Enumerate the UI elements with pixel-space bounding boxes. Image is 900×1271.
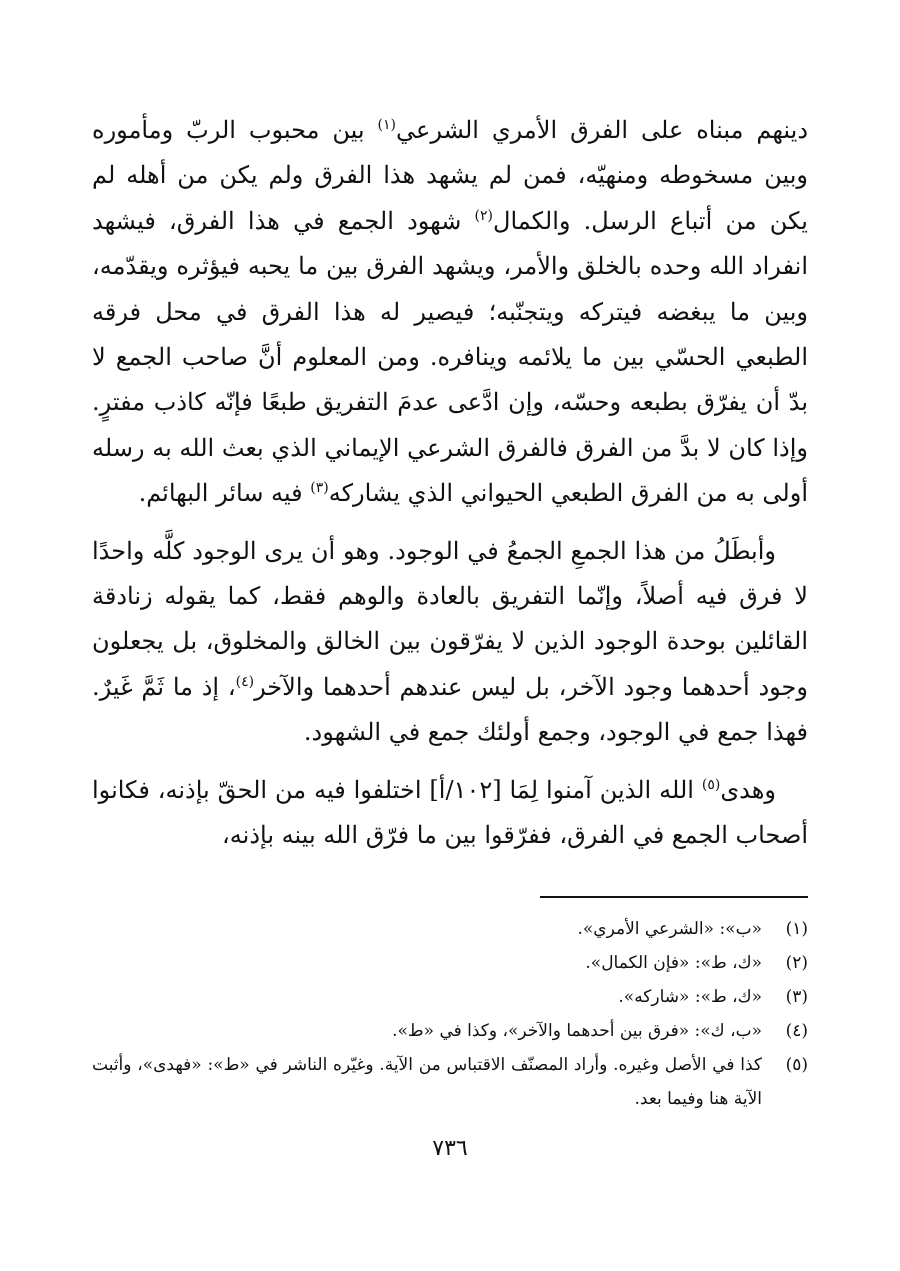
footnote-number: (٤) bbox=[785, 1021, 808, 1041]
paragraph-gap bbox=[92, 756, 808, 768]
footnote-text: «ب، ك»: «فرق بين أحدهما والآخر»، وكذا في «ط». bbox=[392, 1021, 762, 1041]
footnote-ref-2: (٢) bbox=[474, 207, 494, 224]
footnote-5 bbox=[92, 1048, 808, 1116]
footnote-2 bbox=[92, 946, 808, 980]
footnote-text: «ك، ط»: «شاركه». bbox=[618, 987, 762, 1007]
paragraph-gap bbox=[92, 517, 808, 529]
footnote-4 bbox=[92, 1014, 808, 1048]
footnotes-section bbox=[92, 912, 808, 1116]
paragraph-3 bbox=[92, 768, 808, 859]
footnote-ref-1: (١) bbox=[377, 117, 396, 133]
paragraph-1-part-3: شهود الجمع في هذا الفرق، فيشهد انفراد الله وحده بالخلق والأمر، ويشهد الفرق بين ما يحبه فيؤثره ويقدّمه، وبين ما يبغضه فيتركه ويتجنّبه؛ فيصير له هذا الفرق في محل فرقه الطبعي الحسّي بين ما يلائمه وينافره. ومن المعلوم أنَّ صاحب الجمع لا بدّ أن يفرّق بطبعه وحسّه، وإن ادَّعى عدمَ التفريق طبعًا فإنّه كاذب مفترٍ. وإذا كان لا بدَّ من الفرق فالفرق الشرعي الإيماني الذي بعث الله به رسله أولى به من الفرق الطبعي الحيواني الذي يشاركه bbox=[92, 206, 808, 508]
paragraph-1 bbox=[92, 108, 808, 517]
paragraph-1-part-2: بين محبوب الربّ ومأموره وبين مسخوطه ومنهيّه، فمن لم يشهد هذا الفرق ولم يكن من أهله لم يكن من أتباع الرسل. والكمال bbox=[92, 116, 808, 235]
footnote-number: (٣) bbox=[785, 987, 808, 1007]
paragraph-1-part-1: دينهم مبناه على الفرق الأمري الشرعي bbox=[396, 116, 809, 144]
paragraph-2-part-2: ، إذ ما ثَمَّ غَيرٌ. فهذا جمع في الوجود، وجمع أولئك جمع في الشهود. bbox=[92, 672, 808, 747]
footnote-text: «ك، ط»: «فإن الكمال». bbox=[585, 953, 762, 973]
footnote-number: (٥) bbox=[785, 1055, 808, 1075]
main-text bbox=[92, 108, 808, 859]
footnote-text: «ب»: «الشرعي الأمري». bbox=[577, 919, 762, 939]
footnote-ref-4: (٤) bbox=[235, 673, 255, 690]
paragraph-2-part-1: وأبطَلُ من هذا الجمعِ الجمعُ في الوجود. وهو أن يرى الوجود كلَّه واحدًا لا فرق فيه أصلاً، وإنّما التفريق بالعادة والوهم فقط، كما يقوله زنادقة القائلين بوحدة الوجود الذين لا يفرّقون بين الخالق والمخلوق، بل يجعلون وجود أحدهما وجود الآخر، بل ليس عندهم أحدهما والآخر bbox=[92, 536, 808, 701]
footnote-number: (٢) bbox=[785, 953, 808, 973]
footnote-number: (١) bbox=[785, 919, 808, 939]
page-number: ٧٣٦ bbox=[432, 1136, 468, 1161]
footnote-divider bbox=[540, 896, 808, 898]
footnote-ref-3: (٣) bbox=[310, 480, 329, 497]
paragraph-3-part-1: وهدى bbox=[720, 775, 776, 804]
paragraph-2 bbox=[92, 529, 808, 756]
paragraph-3-part-2: الله الذين آمنوا لِمَا [١٠٢/أ] اختلفوا فيه من الحقّ بإذنه، فكانوا أصحاب الجمع في الفرق، ففرّقوا بين ما فرّق الله بينه بإذنه، bbox=[92, 775, 808, 850]
footnote-3 bbox=[92, 980, 808, 1014]
footnote-ref-5: (٥) bbox=[701, 776, 721, 793]
footnote-1 bbox=[92, 912, 808, 946]
footnote-text: كذا في الأصل وغيره. وأراد المصنّف الاقتباس من الآية. وغيّره الناشر في «ط»: «فهدى»، وأثبت الآية هنا وفيما بعد. bbox=[92, 1055, 762, 1109]
paragraph-1-part-4: فيه سائر البهائم. bbox=[138, 479, 311, 508]
